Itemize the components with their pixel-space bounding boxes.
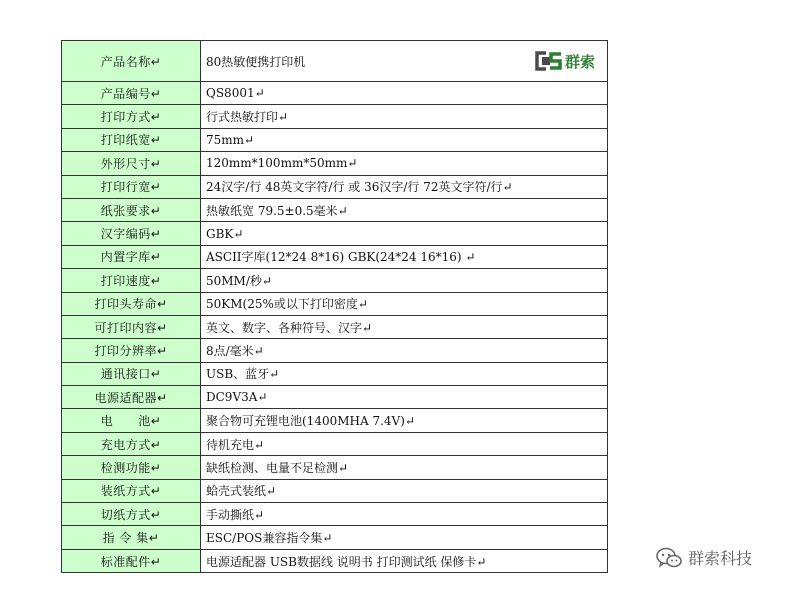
watermark-text: 群索科技 xyxy=(688,549,753,568)
row-label: 打印方式↵ xyxy=(62,105,201,128)
row-label: 电 池↵ xyxy=(62,409,201,432)
row-value: ESC/POS兼容指令集↵ xyxy=(201,526,608,549)
table-row xyxy=(62,526,608,549)
wechat-watermark xyxy=(656,546,752,569)
brand-logo xyxy=(533,50,595,72)
row-value: 24汉字/行 48英文字符/行 或 36汉字/行 72英文字符/行↵ xyxy=(201,175,608,198)
table-row xyxy=(62,386,608,409)
table-row xyxy=(62,198,608,221)
row-label: 汉字编码↵ xyxy=(62,222,201,245)
row-value: 聚合物可充锂电池(1400MHA 7.4V)↵ xyxy=(201,409,608,432)
row-value: 待机充电↵ xyxy=(201,432,608,455)
table-row xyxy=(62,128,608,151)
row-value: 缺纸检测、电量不足检测↵ xyxy=(201,456,608,479)
row-label: 打印行宽↵ xyxy=(62,175,201,198)
row-value: USB、蓝牙↵ xyxy=(201,362,608,385)
row-label: 产品编号↵ xyxy=(62,82,201,105)
row-value: 75mm↵ xyxy=(201,128,608,151)
row-value: 50MM/秒↵ xyxy=(201,269,608,292)
table-row xyxy=(62,362,608,385)
product-name-value: 80热敏便携打印机 xyxy=(206,54,306,69)
row-label: 装纸方式↵ xyxy=(62,479,201,502)
row-value: QS8001↵ xyxy=(201,82,608,105)
row-value: 热敏纸宽 79.5±0.5毫米↵ xyxy=(201,198,608,221)
row-value: 行式热敏打印↵ xyxy=(201,105,608,128)
row-label: 打印头寿命↵ xyxy=(62,292,201,315)
table-row xyxy=(62,245,608,268)
product-name-cell xyxy=(201,41,608,82)
table-row xyxy=(62,549,608,572)
row-label: 检测功能↵ xyxy=(62,456,201,479)
row-label: 内置字库↵ xyxy=(62,245,201,268)
row-value: GBK↵ xyxy=(201,222,608,245)
table-row xyxy=(62,152,608,175)
table-row xyxy=(62,269,608,292)
row-label: 切纸方式↵ xyxy=(62,503,201,526)
row-label: 纸张要求↵ xyxy=(62,198,201,221)
table-row xyxy=(62,339,608,362)
table-row xyxy=(62,456,608,479)
table-row xyxy=(62,292,608,315)
row-label: 打印纸宽↵ xyxy=(62,128,201,151)
row-value: 英文、数字、各种符号、汉字↵ xyxy=(201,315,608,338)
row-value: DC9V3A↵ xyxy=(201,386,608,409)
table-row xyxy=(62,503,608,526)
row-label: 外形尺寸↵ xyxy=(62,152,201,175)
row-value: 手动撕纸↵ xyxy=(201,503,608,526)
table-row xyxy=(62,315,608,338)
row-label: 可打印内容↵ xyxy=(62,315,201,338)
row-label: 通讯接口↵ xyxy=(62,362,201,385)
table-row xyxy=(62,479,608,502)
table-row xyxy=(62,432,608,455)
table-row-product-name xyxy=(62,41,608,82)
qs-logo-icon xyxy=(533,50,563,72)
row-value: 电源适配器 USB数据线 说明书 打印测试纸 保修卡↵ xyxy=(201,549,608,572)
row-value: 8点/毫米↵ xyxy=(201,339,608,362)
row-value: 120mm*100mm*50mm↵ xyxy=(201,152,608,175)
row-value: 蛤壳式装纸↵ xyxy=(201,479,608,502)
row-label: 打印速度↵ xyxy=(62,269,201,292)
row-label: 产品名称↵ xyxy=(62,41,201,82)
logo-text: 群索 xyxy=(564,52,595,71)
table-row xyxy=(62,82,608,105)
wechat-icon xyxy=(656,547,682,569)
row-label: 指 令 集↵ xyxy=(62,526,201,549)
table-row xyxy=(62,409,608,432)
table-row xyxy=(62,105,608,128)
table-row xyxy=(62,175,608,198)
row-label: 电源适配器↵ xyxy=(62,386,201,409)
row-label: 标准配件↵ xyxy=(62,549,201,572)
row-value: ASCII字库(12*24 8*16) GBK(24*24 16*16) ↵ xyxy=(201,245,608,268)
row-label: 打印分辨率↵ xyxy=(62,339,201,362)
row-value: 50KM(25%或以下打印密度↵ xyxy=(201,292,608,315)
row-label: 充电方式↵ xyxy=(62,432,201,455)
table-row xyxy=(62,222,608,245)
spec-table xyxy=(61,40,608,573)
